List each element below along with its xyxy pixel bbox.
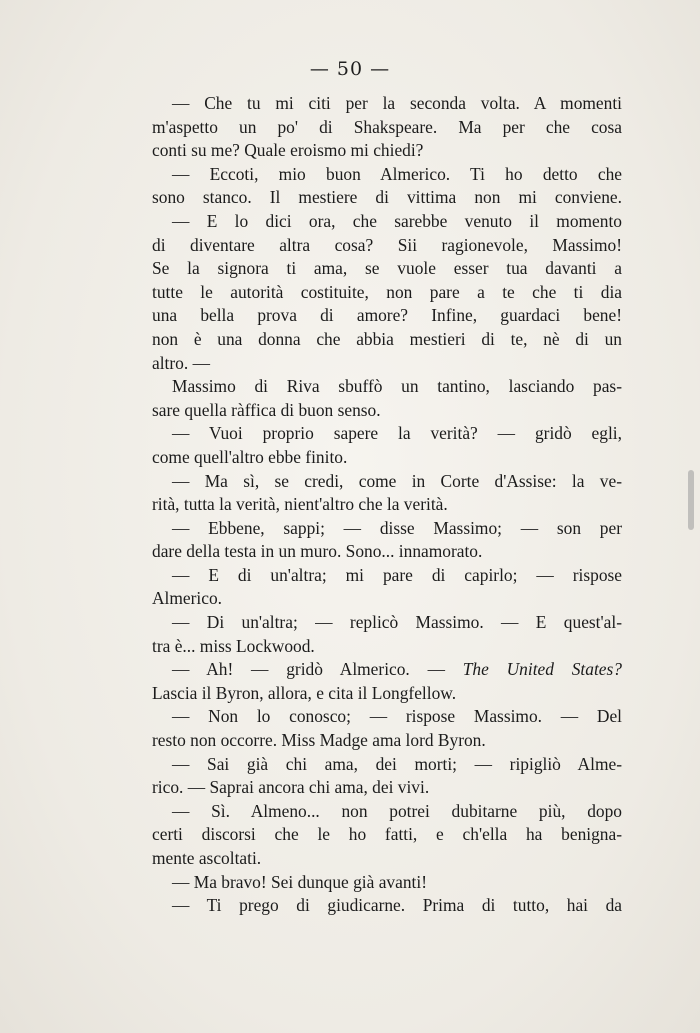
text-line: [152, 304, 622, 328]
text-line-content: — Che tu mi citi per la seconda volta. A momenti: [172, 93, 622, 113]
text-line-content: altro. —: [152, 352, 210, 373]
text-line: [152, 375, 622, 399]
text-line: [152, 446, 622, 470]
italic-phrase: The United States?: [462, 659, 622, 680]
text-line: [152, 139, 622, 163]
text-line: [152, 587, 622, 611]
text-line-content: sono stanco. Il mestiere di vittima non mi conviene.: [152, 187, 622, 208]
text-line: [152, 328, 622, 352]
text-line: [152, 92, 622, 116]
text-line-content: — E lo dici ora, che sarebbe venuto il momento: [172, 210, 622, 231]
text-line-content: — Ah! — gridò Almerico. —: [172, 659, 463, 680]
text-line-content: — Di un'altra; — replicò Massimo. — E quest'al-: [172, 612, 622, 633]
text-line-content: certi discorsi che le ho fatti, e ch'ella ha benigna-: [152, 824, 622, 845]
text-line: [152, 281, 622, 305]
text-line: [152, 422, 622, 446]
text-line-content: — E di un'altra; mi pare di capirlo; — rispose: [172, 564, 622, 585]
text-line-content: — Eccoti, mio buon Almerico. Ti ho detto che: [172, 163, 622, 184]
text-line-content: — Sai già chi ama, dei morti; — ripigliò Alme-: [172, 753, 622, 774]
text-line: [152, 611, 622, 635]
text-line-content: non è una donna che abbia mestieri di te, nè di un: [152, 328, 622, 349]
text-line-content: di diventare altra cosa? Sii ragionevole, Massimo!: [152, 234, 622, 255]
text-line: [152, 257, 622, 281]
text-line: [152, 493, 622, 517]
text-line: [152, 210, 622, 234]
text-line: [152, 705, 622, 729]
text-line-content: resto non occorre. Miss Madge ama lord Byron.: [152, 730, 486, 751]
text-line-content: — Non lo conosco; — rispose Massimo. — Del: [172, 706, 622, 727]
text-line: [152, 753, 622, 777]
text-line-content: — Ebbene, sappi; — disse Massimo; — son per: [172, 517, 622, 538]
text-line: [152, 116, 622, 140]
text-line: [152, 564, 622, 588]
text-line-content: Almerico.: [152, 588, 223, 609]
text-line-content: — Ti prego di giudicarne. Prima di tutto, hai da: [172, 895, 622, 916]
text-line-content: — Ma bravo! Sei dunque già avanti!: [172, 871, 427, 892]
text-line: [152, 352, 622, 376]
text-line: [152, 847, 622, 871]
text-line: [152, 234, 622, 258]
text-line-content: — Sì. Almeno... non potrei dubitarne più, dopo: [172, 800, 622, 821]
text-line-content: — Vuoi proprio sapere la verità? — gridò egli,: [172, 423, 622, 444]
text-line: [152, 540, 622, 564]
body-text: [152, 92, 622, 918]
text-line-content: dare della testa in un muro. Sono... innamorato.: [152, 541, 483, 562]
text-line-content: tutte le autorità costituite, non pare a te che ti dia: [152, 281, 622, 302]
text-line-content: sare quella ràffica di buon senso.: [152, 399, 381, 420]
page-edge-mark: [688, 470, 694, 530]
text-line-content: mente ascoltati.: [152, 848, 262, 868]
text-line: [152, 470, 622, 494]
text-line: [152, 823, 622, 847]
text-line-content: Se la signora ti ama, se vuole esser tua davanti a: [152, 258, 622, 279]
text-line: [152, 635, 622, 659]
text-line: [152, 682, 622, 706]
text-line-content: rico. — Saprai ancora chi ama, dei vivi.: [152, 777, 430, 798]
text-line: [152, 517, 622, 541]
text-line-content: m'aspetto un po' di Shakspeare. Ma per che cosa: [152, 116, 622, 137]
text-line-content: — Ma sì, se credi, come in Corte d'Assise: la ve-: [172, 470, 622, 491]
text-line-content: conti su me? Quale eroismo mi chiedi?: [152, 140, 424, 161]
text-line-content: una bella prova di amore? Infine, guardaci bene!: [152, 305, 622, 326]
text-line-content: Lascia il Byron, allora, e cita il Longfellow.: [152, 682, 457, 703]
text-line: [152, 186, 622, 210]
text-line: [152, 163, 622, 187]
page-number: — 50 —: [309, 58, 391, 80]
text-line-content: Massimo di Riva sbuffò un tantino, lasciando pas-: [172, 376, 622, 397]
text-line: [152, 894, 622, 918]
text-line-content: come quell'altro ebbe finito.: [152, 446, 348, 467]
text-line: [152, 871, 622, 895]
text-line: [152, 399, 622, 423]
text-line: [152, 729, 622, 753]
text-line: [152, 800, 622, 824]
text-line: [152, 776, 622, 800]
text-line-content: tra è... miss Lockwood.: [152, 635, 315, 656]
text-line: [152, 658, 622, 682]
text-line-content: rità, tutta la verità, nient'altro che la verità.: [152, 494, 448, 515]
